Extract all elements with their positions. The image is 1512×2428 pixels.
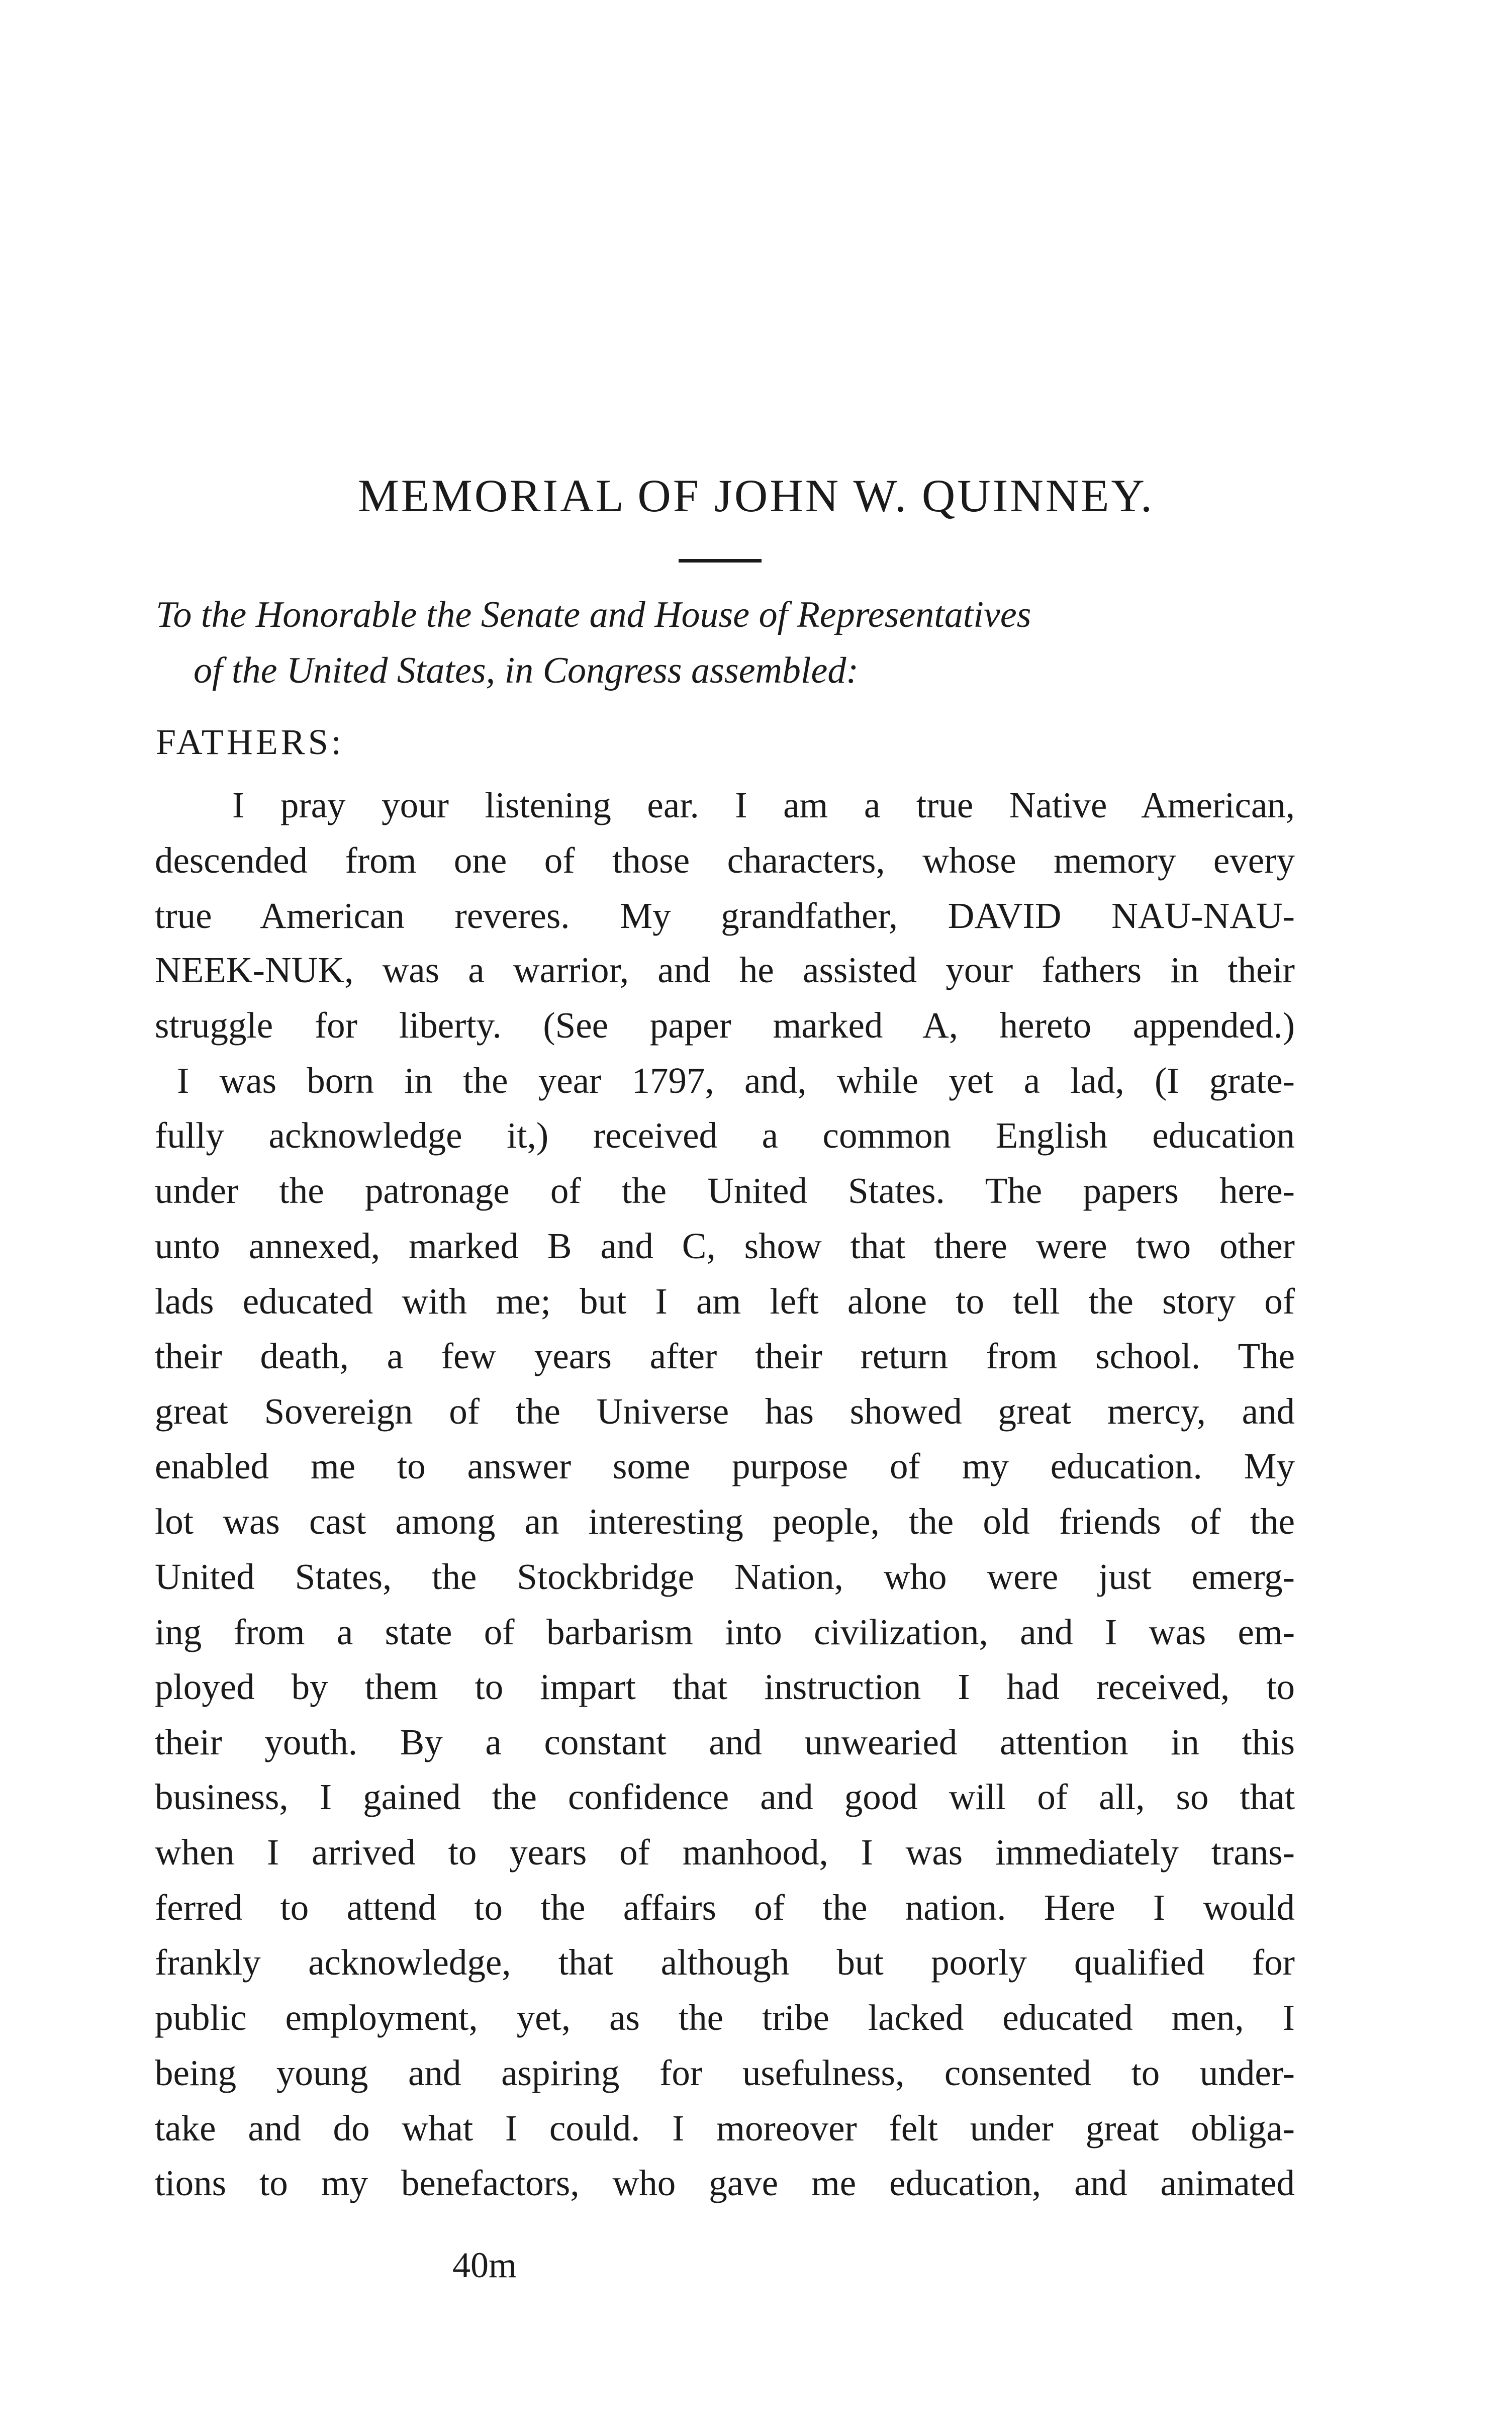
body-line: enabled me to answer some purpose of my education. My (155, 1446, 1295, 1486)
body-line: ing from a state of barbarism into civilization, and I was em- (155, 1612, 1295, 1652)
address-line-1: To the Honorable the Senate and House of Representatives (156, 594, 1031, 635)
body-line: unto annexed, marked B and C, show that there were two other (155, 1226, 1295, 1266)
body-line: tions to my benefactors, who gave me education, and animated (155, 2163, 1295, 2203)
salutation: FATHERS: (156, 722, 344, 762)
body-line: ployed by them to impart that instruction I had received, to (155, 1666, 1295, 1707)
body-line: business, I gained the confidence and good will of all, so that (155, 1777, 1295, 1817)
address-line-2: of the United States, in Congress assembled: (194, 650, 859, 691)
body-line: lot was cast among an interesting people, the old friends of the (155, 1501, 1295, 1542)
body-line: when I arrived to years of manhood, I was immediately trans- (155, 1832, 1295, 1873)
body-line: their death, a few years after their return from school. The (155, 1336, 1295, 1376)
body-line: struggle for liberty. (See paper marked A, hereto appended.) (155, 1005, 1295, 1046)
body-line: I was born in the year 1797, and, while yet a lad, (I grate- (177, 1060, 1295, 1101)
title-rule (679, 559, 762, 563)
body-line: their youth. By a constant and unwearied attention in this (155, 1722, 1295, 1762)
body-line: descended from one of those characters, whose memory every (155, 840, 1295, 881)
body-line: great Sovereign of the Universe has showed great mercy, and (155, 1391, 1295, 1432)
body-line: United States, the Stockbridge Nation, who were just emerg- (155, 1556, 1295, 1597)
body-line: NEEK-NUK, was a warrior, and he assisted your fathers in their (155, 950, 1295, 990)
body-line: ferred to attend to the affairs of the nation. Here I would (155, 1887, 1295, 1928)
body-line: frankly acknowledge, that although but poorly qualified for (155, 1942, 1295, 1983)
body-line: lads educated with me; but I am left alone to tell the story of (155, 1281, 1295, 1322)
body-line: fully acknowledge it,) received a common English education (155, 1115, 1295, 1156)
body-line: being young and aspiring for usefulness, consented to under- (155, 2052, 1295, 2093)
body-line: under the patronage of the United States. The papers here- (155, 1170, 1295, 1211)
document-title: MEMORIAL OF JOHN W. QUINNEY. (357, 470, 1155, 521)
signature-mark: 40m (452, 2245, 517, 2285)
body-line: I pray your listening ear. I am a true Native American, (232, 785, 1295, 825)
body-line: public employment, yet, as the tribe lacked educated men, I (155, 1997, 1295, 2038)
body-line: true American reveres. My grandfather, DAVID NAU-NAU- (155, 895, 1295, 936)
body-line: take and do what I could. I moreover felt under great obliga- (155, 2108, 1295, 2149)
